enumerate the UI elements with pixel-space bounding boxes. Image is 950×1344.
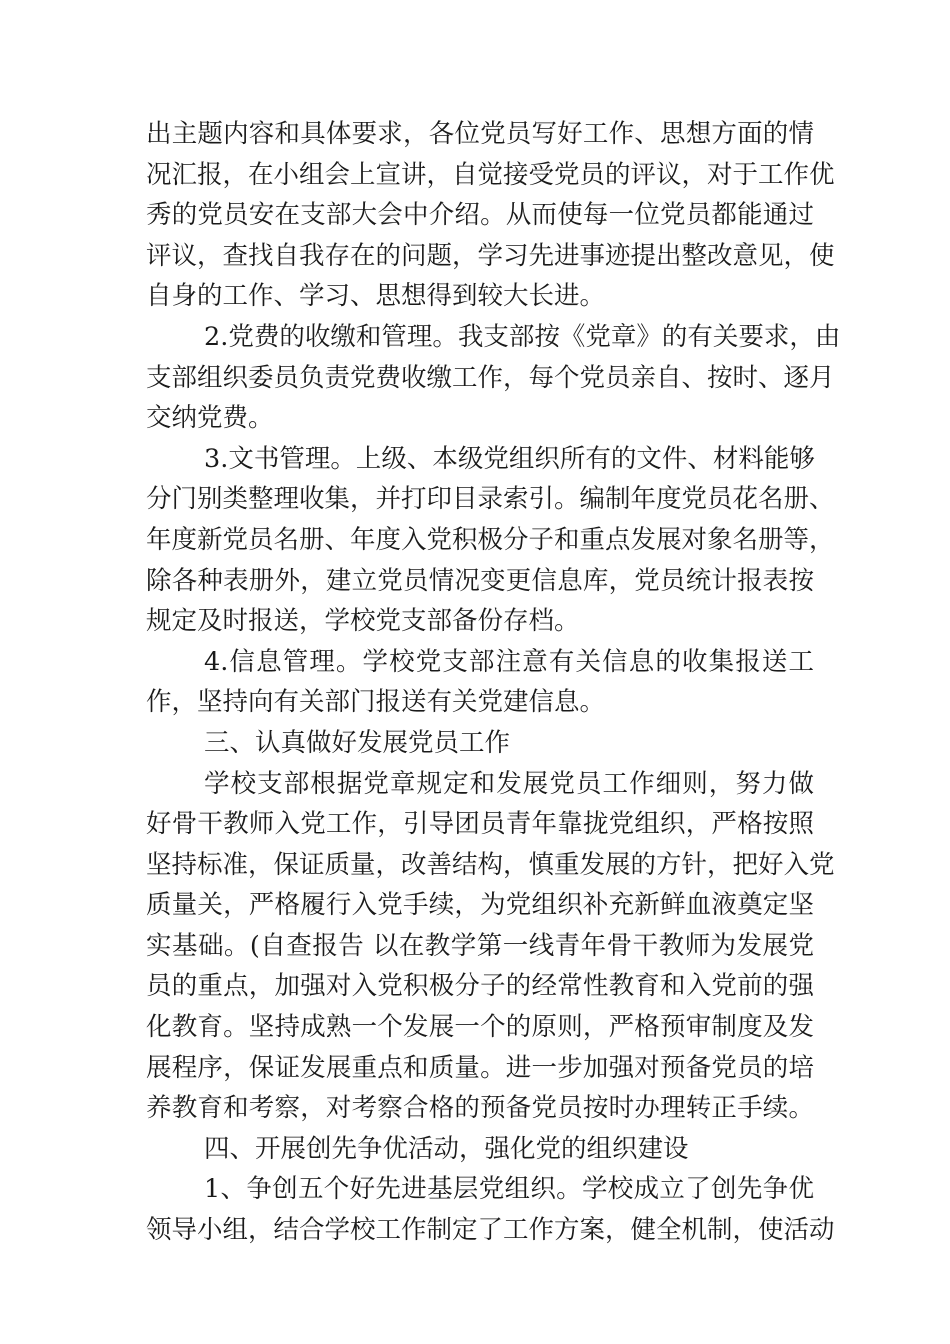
text-line: 质量关，严格履行入党手续，为党组织补充新鲜血液奠定坚 [146,890,814,921]
text-line: 好骨干教师入党工作，引导团员青年靠拢党组织，严格按照 [146,809,814,840]
text-line: 3.文书管理。上级、本级党组织所有的文件、材料能够 [204,443,815,474]
text-line: 评议，查找自我存在的问题，学习先进事迹提出整改意见，使 [146,240,835,271]
text-line: 实基础。(自查报告 以在教学第一线青年骨干教师为发展党 [146,930,814,961]
text-line: 自身的工作、学习、思想得到较大长进。 [146,281,606,312]
text-line: 规定及时报送，学校党支部备份存档。 [146,606,580,637]
text-line: 分门别类整理收集，并打印目录索引。编制年度党员花名册、 [146,484,835,515]
text-line: 4.信息管理。学校党支部注意有关信息的收集报送工 [204,646,814,677]
text-line: 学校支部根据党章规定和发展党员工作细则，努力做 [204,768,814,799]
text-line: 支部组织委员负责党费收缴工作，每个党员亲自、按时、逐月 [146,362,835,393]
text-line: 作，坚持向有关部门报送有关党建信息。 [146,687,606,718]
document-body [146,114,841,1251]
text-line: 坚持标准，保证质量，改善结构，慎重发展的方针，把好入党 [146,849,835,880]
text-line: 况汇报，在小组会上宣讲，自觉接受党员的评议，对于工作优 [146,159,835,190]
text-line: 展程序，保证发展重点和质量。进一步加强对预备党员的培 [146,1052,814,1083]
text-line: 年度新党员名册、年度入党积极分子和重点发展对象名册等， [146,524,835,555]
text-line: 养教育和考察，对考察合格的预备党员按时办理转正手续。 [146,1093,814,1124]
text-line: 秀的党员安在支部大会中介绍。从而使每一位党员都能通过 [146,200,814,231]
text-line: 化教育。坚持成熟一个发展一个的原则，严格预审制度及发 [146,1012,814,1043]
text-line: 三、认真做好发展党员工作 [204,727,511,758]
text-line: 交纳党费。 [146,403,274,434]
text-line: 出主题内容和具体要求，各位党员写好工作、思想方面的情 [146,119,814,149]
text-line: 除各种表册外，建立党员情况变更信息库，党员统计报表按 [146,565,814,596]
text-line: 四、开展创先争优活动，强化党的组织建设 [204,1133,689,1164]
text-line: 员的重点，加强对入党积极分子的经常性教育和入党前的强 [146,971,814,1002]
text-line: 2.党费的收缴和管理。我支部按《党章》的有关要求，由 [204,321,841,352]
text-line: 1、争创五个好先进基层党组织。学校成立了创先争优 [204,1174,814,1205]
text-line: 领导小组，结合学校工作制定了工作方案，健全机制，使活动 [146,1215,835,1246]
